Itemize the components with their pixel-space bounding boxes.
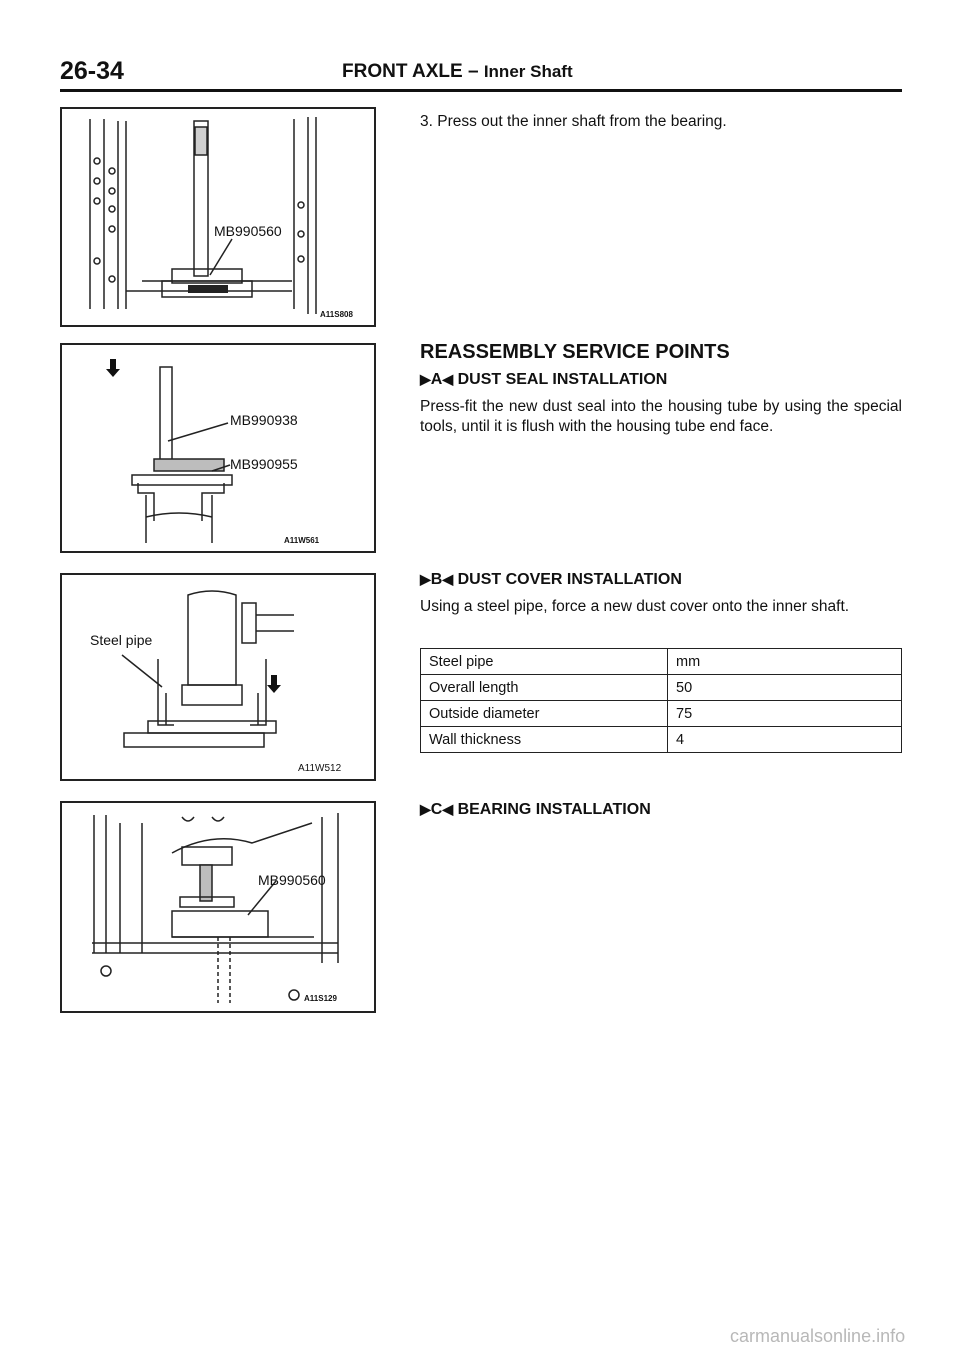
- table-cell: Outside diameter: [421, 701, 668, 727]
- table-cell: mm: [668, 649, 902, 675]
- page-number: 26-34: [60, 57, 124, 85]
- figure-bearing-installation: [60, 801, 376, 1013]
- title-separator: –: [467, 61, 479, 82]
- figure-code: A11S808: [320, 310, 353, 319]
- section-subtitle: Inner Shaft: [483, 62, 573, 81]
- table-cell: Steel pipe: [421, 649, 668, 675]
- service-point-a-text: Press-fit the new dust seal into the housing tube by using the special tools, until it is flush with the housing tube end face.: [420, 398, 902, 435]
- page-header: [60, 55, 900, 89]
- figure-dust-seal: [60, 343, 376, 553]
- left-triangle-icon: ◀: [442, 371, 454, 387]
- table-cell: 4: [668, 727, 902, 753]
- figure-code: A11W512: [298, 763, 342, 774]
- service-point-a-heading: [420, 371, 667, 389]
- right-triangle-icon: ▶: [420, 801, 431, 817]
- table-cell: 50: [668, 675, 902, 701]
- header-rule: [60, 89, 902, 92]
- reassembly-heading: REASSEMBLY SERVICE POINTS: [420, 341, 730, 363]
- page-title: [342, 61, 573, 83]
- service-point-a-title: DUST SEAL INSTALLATION: [457, 371, 668, 388]
- table-row: [421, 649, 902, 675]
- table-row: [421, 727, 902, 753]
- watermark: carmanualsonline.info: [730, 1326, 906, 1346]
- service-point-b-marker: B: [430, 571, 443, 588]
- press-out-illustration: [62, 109, 374, 325]
- steel-pipe-spec-table: [420, 648, 902, 753]
- service-point-c-heading: [420, 801, 651, 819]
- figure-press-out-shaft: [60, 107, 376, 327]
- figure-label: Steel pipe: [90, 632, 153, 648]
- bearing-illustration: [62, 803, 374, 1011]
- dust-seal-illustration: [62, 345, 374, 551]
- figure-label: MB990560: [214, 223, 282, 239]
- service-point-c-marker: C: [430, 801, 443, 818]
- left-triangle-icon: ◀: [442, 801, 454, 817]
- step-3-text: 3. Press out the inner shaft from the bearing.: [420, 113, 727, 130]
- table-cell: 75: [668, 701, 902, 727]
- table-cell: Overall length: [421, 675, 668, 701]
- right-triangle-icon: ▶: [420, 371, 431, 387]
- figure-code: A11W561: [284, 536, 320, 545]
- figure-label-2: MB990955: [230, 456, 298, 472]
- figure-code: A11S129: [304, 994, 337, 1003]
- service-point-a-marker: A: [430, 371, 443, 388]
- service-point-b-heading: [420, 571, 682, 589]
- left-triangle-icon: ◀: [442, 571, 454, 587]
- figure-dust-cover: [60, 573, 376, 781]
- service-point-b-text: Using a steel pipe, force a new dust cover onto the inner shaft.: [420, 598, 850, 615]
- right-triangle-icon: ▶: [420, 571, 431, 587]
- service-point-c-title: BEARING INSTALLATION: [457, 801, 651, 818]
- service-point-b-title: DUST COVER INSTALLATION: [457, 571, 682, 588]
- table-row: [421, 701, 902, 727]
- section-title: FRONT AXLE: [342, 61, 463, 82]
- dust-cover-illustration: [62, 575, 374, 779]
- table-cell: Wall thickness: [421, 727, 668, 753]
- figure-label: MB990560: [258, 872, 326, 888]
- table-row: [421, 675, 902, 701]
- figure-label-1: MB990938: [230, 412, 298, 428]
